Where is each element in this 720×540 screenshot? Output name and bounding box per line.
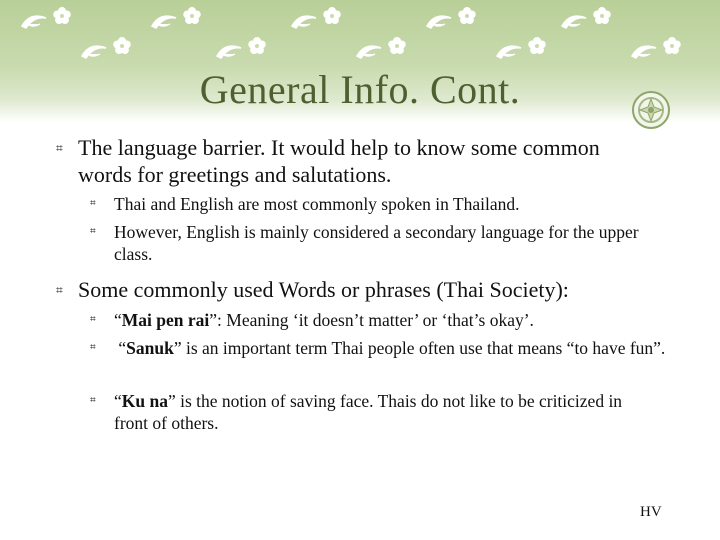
flower-icon	[630, 34, 688, 62]
bullet-text: The language barrier. It would help to know some common words for greetings and salutations.	[78, 135, 600, 187]
flower-icon	[290, 4, 348, 32]
bullet-icon: ⌗	[90, 314, 96, 325]
flower-icon	[560, 4, 618, 32]
list-item	[56, 134, 696, 188]
footer-initials: HV	[640, 504, 662, 520]
bullet-text: Thai and English are most commonly spoken in Thailand.	[114, 194, 520, 214]
slide-title: General Info. Cont.	[199, 67, 521, 112]
flower-icon	[150, 4, 208, 32]
bullet-text: However, English is mainly considered a secondary language for the upper class.	[114, 222, 639, 264]
list-item	[56, 276, 696, 303]
bullet-text: “Mai pen rai”: Meaning ‘it doesn’t matter’ or ‘that’s okay’.	[114, 310, 534, 330]
thai-term: Mai pen rai	[121, 310, 210, 330]
list-item	[90, 309, 690, 331]
flower-icon	[80, 34, 138, 62]
bullet-text: “Sanuk” is an important term Thai people often use that means “to have fun”.	[114, 338, 666, 358]
list-item	[90, 193, 690, 215]
list-item	[90, 390, 690, 434]
bullet-icon: ⌗	[90, 395, 96, 406]
flower-icon	[495, 34, 553, 62]
bullet-icon: ⌗	[90, 198, 96, 209]
thai-term: Sanuk	[126, 338, 174, 358]
list-item	[90, 221, 690, 265]
flower-icon	[425, 4, 483, 32]
flower-icon	[20, 4, 78, 32]
bullet-text: “Ku na” is the notion of saving face. Thais do not like to be criticized in front of others.	[114, 391, 623, 433]
bullet-icon: ⌗	[56, 141, 63, 155]
list-item	[90, 337, 690, 359]
bullet-icon: ⌗	[90, 226, 96, 237]
thai-term: Ku na	[121, 391, 168, 411]
bullet-icon: ⌗	[90, 342, 96, 353]
flower-icon	[215, 34, 273, 62]
ornament-icon	[631, 90, 671, 130]
flower-icon	[355, 34, 413, 62]
bullet-text: Some commonly used Words or phrases (Thai Society):	[78, 277, 569, 302]
bullet-icon: ⌗	[56, 283, 63, 297]
